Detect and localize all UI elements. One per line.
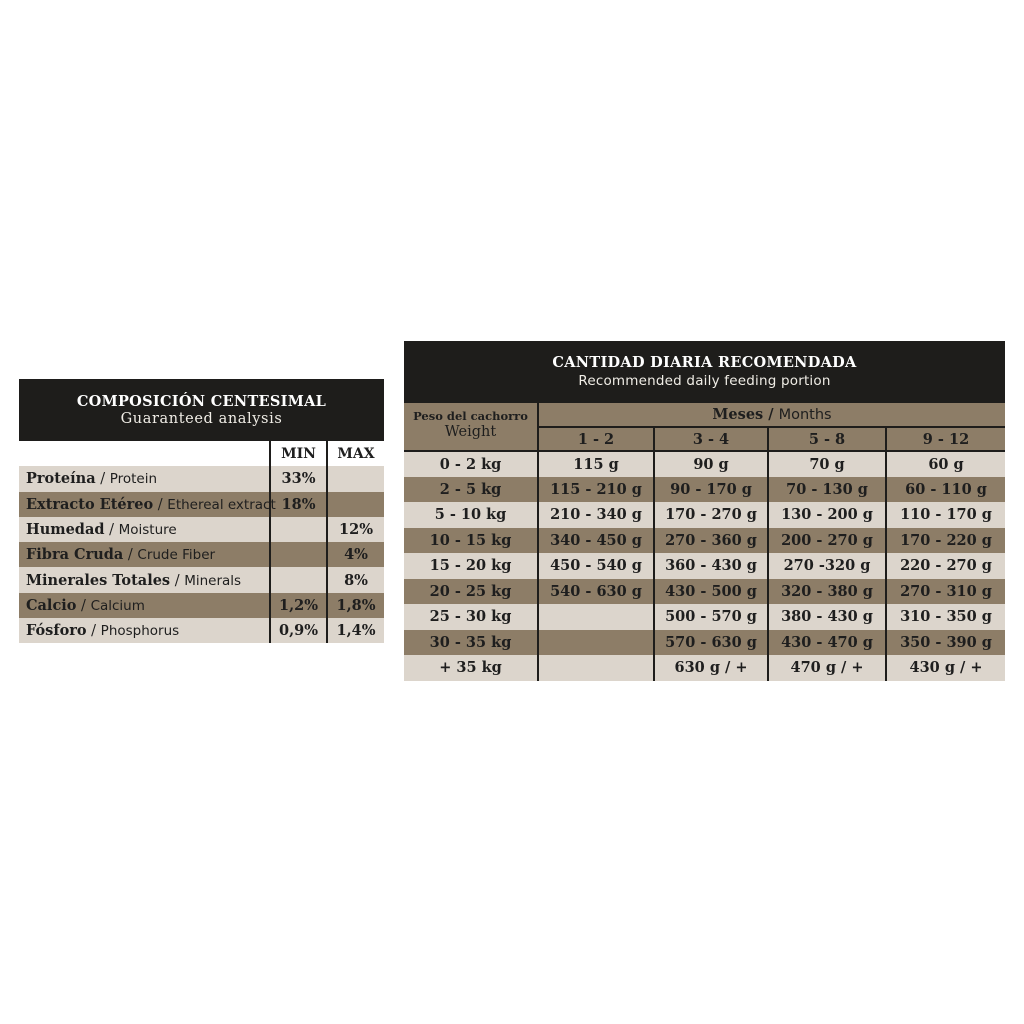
nutrient-name-es: Fibra Cruda <box>26 546 124 564</box>
feeding-row <box>404 502 1005 528</box>
feeding-portion: 210 - 340 g <box>538 502 654 528</box>
feeding-portion: 430 - 470 g <box>768 630 886 656</box>
feeding-portion: 360 - 430 g <box>654 553 768 579</box>
feeding-portion: 450 - 540 g <box>538 553 654 579</box>
puppy-weight: 30 - 35 kg <box>404 630 538 656</box>
nutrient-name <box>19 567 270 592</box>
nutrient-name-es: Fósforo <box>26 622 87 640</box>
puppy-weight: 15 - 20 kg <box>404 553 538 579</box>
nutrient-name-separator: / <box>153 496 168 513</box>
nutrient-min-value: 0,9% <box>270 618 327 643</box>
composition-title-es: COMPOSICIÓN CENTESIMAL <box>76 393 327 410</box>
feeding-portion: 90 - 170 g <box>654 477 768 503</box>
months-header-en: Months <box>778 407 832 423</box>
nutrient-max-value <box>327 466 384 491</box>
nutrient-name-es: Humedad <box>26 521 105 539</box>
nutrient-name-en: Crude Fiber <box>137 547 216 564</box>
feeding-row <box>404 451 1005 477</box>
feeding-portion: 110 - 170 g <box>886 502 1005 528</box>
feeding-portion: 60 g <box>886 451 1005 477</box>
nutrient-name-separator: / <box>123 547 138 564</box>
feeding-portion: 115 g <box>538 451 654 477</box>
feeding-portion: 130 - 200 g <box>768 502 886 528</box>
feeding-portion: 200 - 270 g <box>768 528 886 554</box>
nutrient-name-en: Protein <box>109 471 158 488</box>
nutrient-name <box>19 492 276 517</box>
nutrient-name-separator: / <box>95 471 110 488</box>
feeding-portion: 70 - 130 g <box>768 477 886 503</box>
composition-row <box>19 593 384 618</box>
nutrient-max-value: 4% <box>327 542 384 567</box>
feeding-row <box>404 655 1005 681</box>
feeding-portion: 170 - 220 g <box>886 528 1005 554</box>
feeding-portion: 570 - 630 g <box>654 630 768 656</box>
feeding-portion: 115 - 210 g <box>538 477 654 503</box>
composition-row <box>19 618 384 643</box>
feeding-title-es: CANTIDAD DIARIA RECOMENDADA <box>552 354 857 371</box>
composition-title-en: Guaranteed analysis <box>120 411 283 427</box>
nutrient-max-value: 1,8% <box>327 593 384 618</box>
puppy-weight: 10 - 15 kg <box>404 528 538 554</box>
puppy-weight: 2 - 5 kg <box>404 477 538 503</box>
nutrient-name <box>19 618 270 643</box>
composition-row <box>19 567 384 592</box>
nutrient-name-es: Extracto Etéreo <box>26 495 154 513</box>
feeding-row <box>404 553 1005 579</box>
feeding-row <box>404 579 1005 605</box>
max-column-header: MAX <box>327 441 384 466</box>
months-header-separator: / <box>763 406 779 423</box>
nutrient-name-es: Calcio <box>26 596 77 614</box>
feeding-portion: 470 g / + <box>768 655 886 681</box>
nutrient-name-separator: / <box>170 572 185 589</box>
puppy-weight: + 35 kg <box>404 655 538 681</box>
nutrient-max-value: 8% <box>327 567 384 592</box>
feeding-portion <box>538 604 654 630</box>
nutrient-max-value: 1,4% <box>327 618 384 643</box>
feeding-portion: 310 - 350 g <box>886 604 1005 630</box>
feeding-portion: 270 -320 g <box>768 553 886 579</box>
feeding-portion: 70 g <box>768 451 886 477</box>
feeding-portion: 430 - 500 g <box>654 579 768 605</box>
feeding-portion: 90 g <box>654 451 768 477</box>
weight-header-en: Weight <box>444 424 497 440</box>
composition-table <box>19 441 384 643</box>
month-range-header: 9 - 12 <box>886 427 1005 451</box>
feeding-portion: 270 - 360 g <box>654 528 768 554</box>
nutrient-name-en: Minerals <box>184 572 242 589</box>
feeding-portion <box>538 655 654 681</box>
nutrient-name-separator: / <box>76 597 91 614</box>
feeding-portion: 220 - 270 g <box>886 553 1005 579</box>
weight-header-es: Peso del cachorro <box>413 409 528 423</box>
composition-column-headers <box>19 441 384 466</box>
feeding-portion: 170 - 270 g <box>654 502 768 528</box>
feeding-title-en: Recommended daily feeding portion <box>578 373 831 389</box>
feeding-row <box>404 630 1005 656</box>
feeding-portion: 340 - 450 g <box>538 528 654 554</box>
nutrient-name <box>19 466 270 491</box>
feeding-portion: 630 g / + <box>654 655 768 681</box>
composition-row <box>19 492 384 517</box>
puppy-weight: 25 - 30 kg <box>404 604 538 630</box>
feeding-portion: 500 - 570 g <box>654 604 768 630</box>
feeding-portion <box>538 630 654 656</box>
month-range-header: 3 - 4 <box>654 427 768 451</box>
feeding-portion: 60 - 110 g <box>886 477 1005 503</box>
puppy-weight: 20 - 25 kg <box>404 579 538 605</box>
nutrient-name-en: Moisture <box>118 522 177 539</box>
month-range-header: 5 - 8 <box>768 427 886 451</box>
puppy-weight: 5 - 10 kg <box>404 502 538 528</box>
feeding-row <box>404 604 1005 630</box>
month-range-header: 1 - 2 <box>538 427 654 451</box>
weight-column-header <box>404 403 538 451</box>
nutrient-name-separator: / <box>104 522 119 539</box>
nutrient-max-value: 12% <box>327 517 384 542</box>
feeding-row <box>404 528 1005 554</box>
nutrient-name <box>19 517 270 542</box>
feeding-portion: 350 - 390 g <box>886 630 1005 656</box>
months-header-es: Meses <box>712 406 764 423</box>
nutrient-min-value: 18% <box>270 492 327 517</box>
feeding-table <box>404 403 1005 681</box>
feeding-header-row-1 <box>404 403 1005 427</box>
nutrient-name-en: Calcium <box>90 597 145 614</box>
composition-row <box>19 466 384 491</box>
nutrient-name-en: Phosphorus <box>100 623 180 640</box>
feeding-portion: 320 - 380 g <box>768 579 886 605</box>
feeding-portion: 430 g / + <box>886 655 1005 681</box>
nutrient-name-en: Ethereal extract <box>167 496 276 513</box>
nutrient-min-value <box>270 542 327 567</box>
nutrient-min-value <box>270 517 327 542</box>
puppy-weight: 0 - 2 kg <box>404 451 538 477</box>
feeding-row <box>404 477 1005 503</box>
composition-blank-header <box>19 441 270 466</box>
nutrient-name <box>19 542 270 567</box>
min-column-header: MIN <box>270 441 327 466</box>
nutrient-min-value: 33% <box>270 466 327 491</box>
composition-header <box>19 379 384 441</box>
feeding-portion: 540 - 630 g <box>538 579 654 605</box>
months-header <box>538 403 1005 427</box>
composition-row <box>19 517 384 542</box>
composition-row <box>19 542 384 567</box>
nutrient-name-es: Proteína <box>26 470 96 488</box>
feeding-portion: 380 - 430 g <box>768 604 886 630</box>
feeding-header <box>404 341 1005 403</box>
feeding-portion: 270 - 310 g <box>886 579 1005 605</box>
nutrient-name <box>19 593 270 618</box>
nutrient-max-value <box>327 492 384 517</box>
nutrient-name-es: Minerales Totales <box>26 571 171 589</box>
nutrient-min-value <box>270 567 327 592</box>
nutrient-min-value: 1,2% <box>270 593 327 618</box>
nutrient-name-separator: / <box>86 623 101 640</box>
